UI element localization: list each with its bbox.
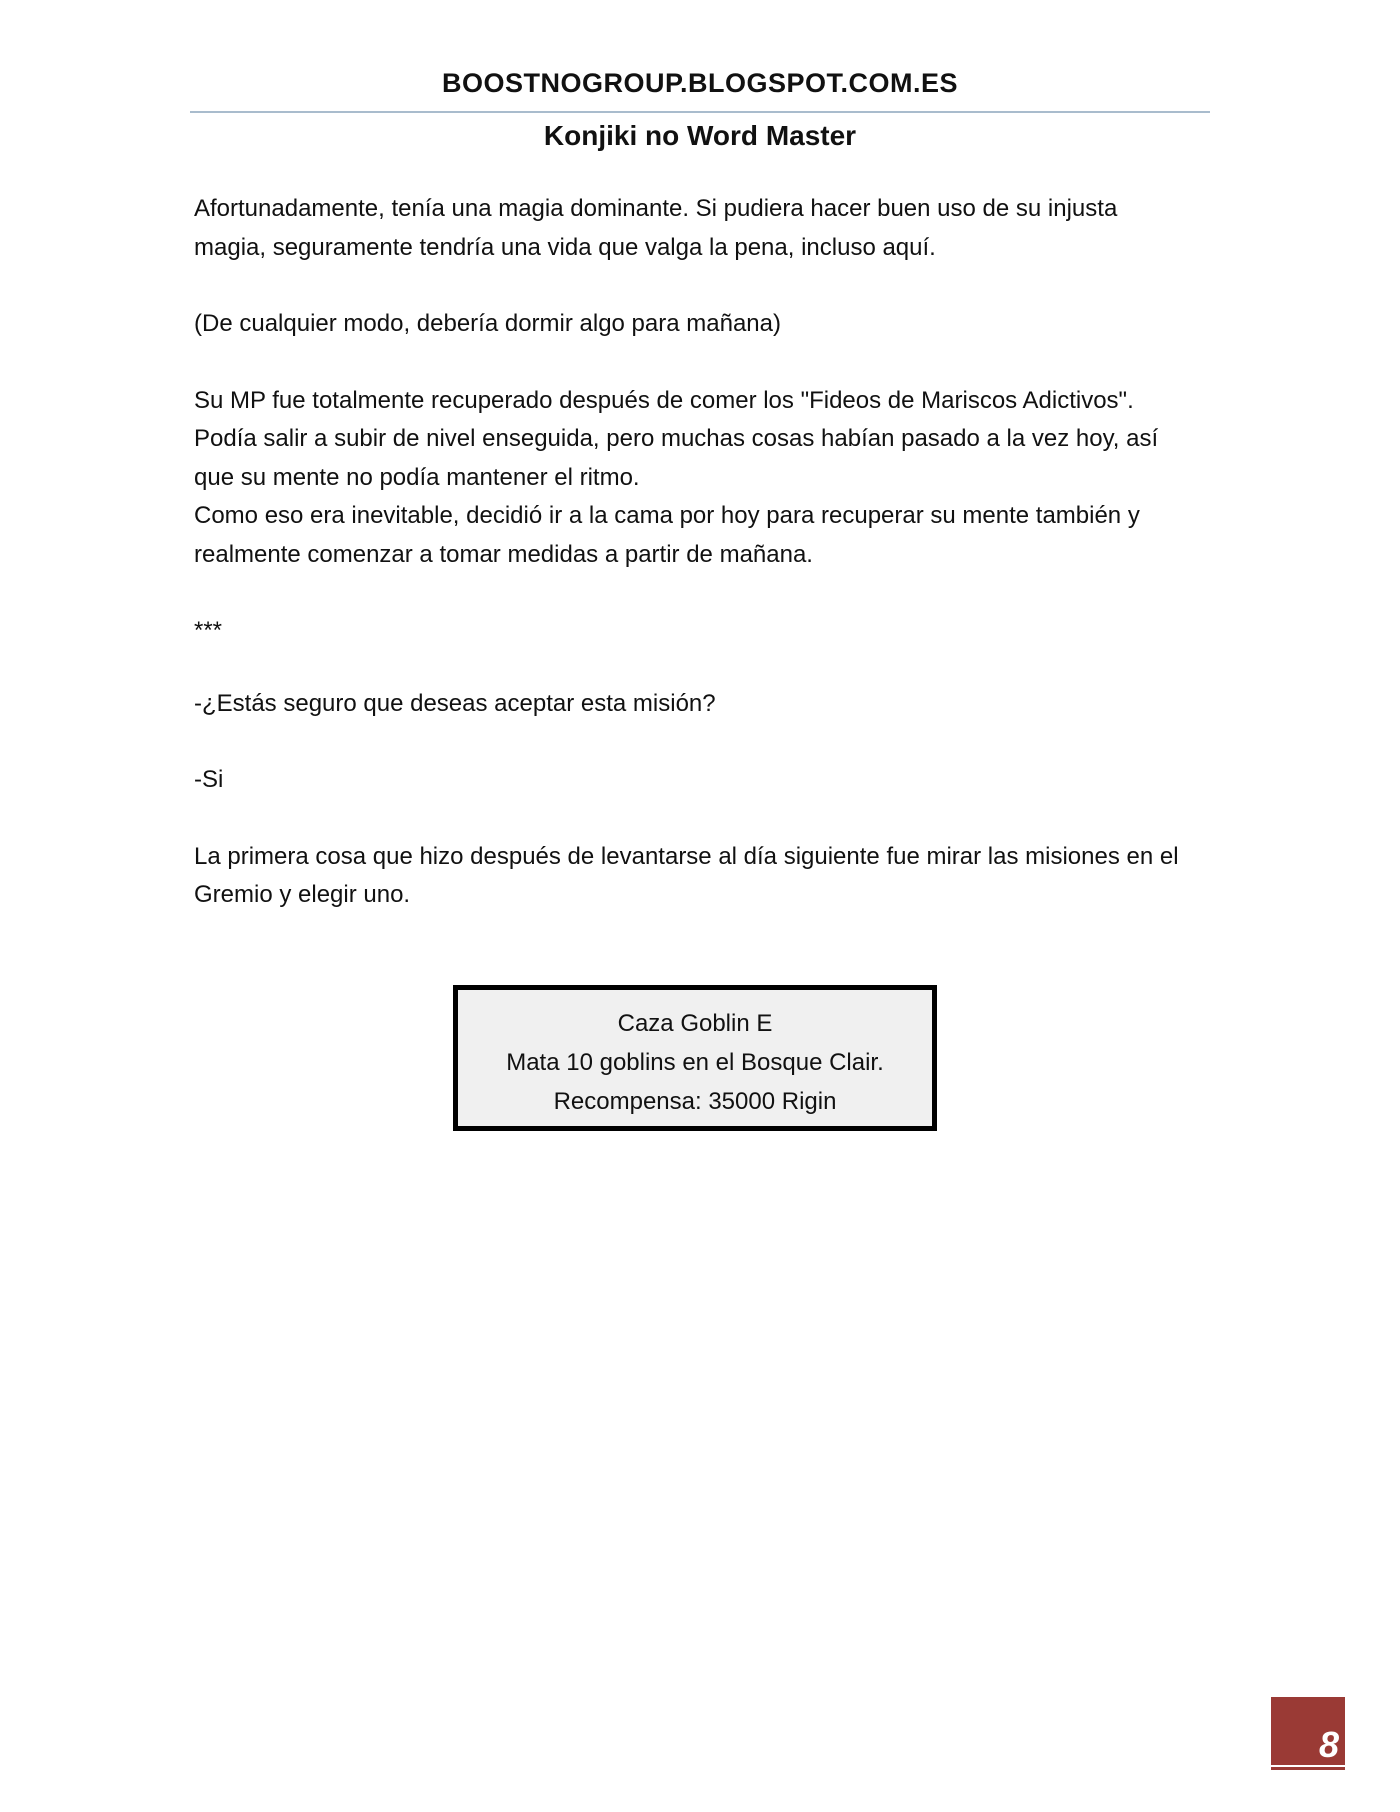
site-header: BOOSTNOGROUP.BLOGSPOT.COM.ES — [441, 68, 959, 98]
paragraph-1: Afortunadamente, tenía una magia dominante. Si pudiera hacer buen uso de su injusta magia, seguramente tendría una vida que valga la pena, incluso aquí. — [194, 195, 1118, 261]
document-title: Konjiki no Word Master — [543, 120, 857, 151]
quest-objective: Mata 10 goblins en el Bosque Clair. — [506, 1049, 884, 1076]
scene-separator: *** — [194, 617, 223, 644]
page-number: 8 — [1318, 1724, 1339, 1765]
paragraph-3b: Como eso era inevitable, decidió ir a la cama por hoy para recuperar su mente también y realmente comenzar a tomar medidas a partir de mañana. — [194, 502, 1140, 568]
dialogue-question: -¿Estás seguro que deseas aceptar esta misión? — [194, 689, 716, 717]
page-number-underline — [1271, 1767, 1345, 1770]
paragraph-6: La primera cosa que hizo después de levantarse al día siguiente fue mirar las misiones en el Gremio y elegir uno. — [194, 842, 1179, 908]
paragraph-3a: Su MP fue totalmente recuperado después de comer los "Fideos de Mariscos Adictivos". Podía salir a subir de nivel enseguida, pero muchas cosas habían pasado a la vez hoy, así que su mente no podía mantener el ritmo. — [194, 386, 1159, 491]
quest-reward: Recompensa: 35000 Rigin — [553, 1088, 837, 1115]
paragraph-2: (De cualquier modo, debería dormir algo para mañana) — [194, 310, 781, 337]
page-number-badge — [1271, 1697, 1345, 1765]
quest-name: Caza Goblin E — [617, 1010, 773, 1037]
quest-box — [453, 985, 937, 1131]
dialogue-answer: -Si — [194, 766, 224, 793]
header-divider — [190, 111, 1210, 113]
body-text — [194, 190, 1194, 953]
